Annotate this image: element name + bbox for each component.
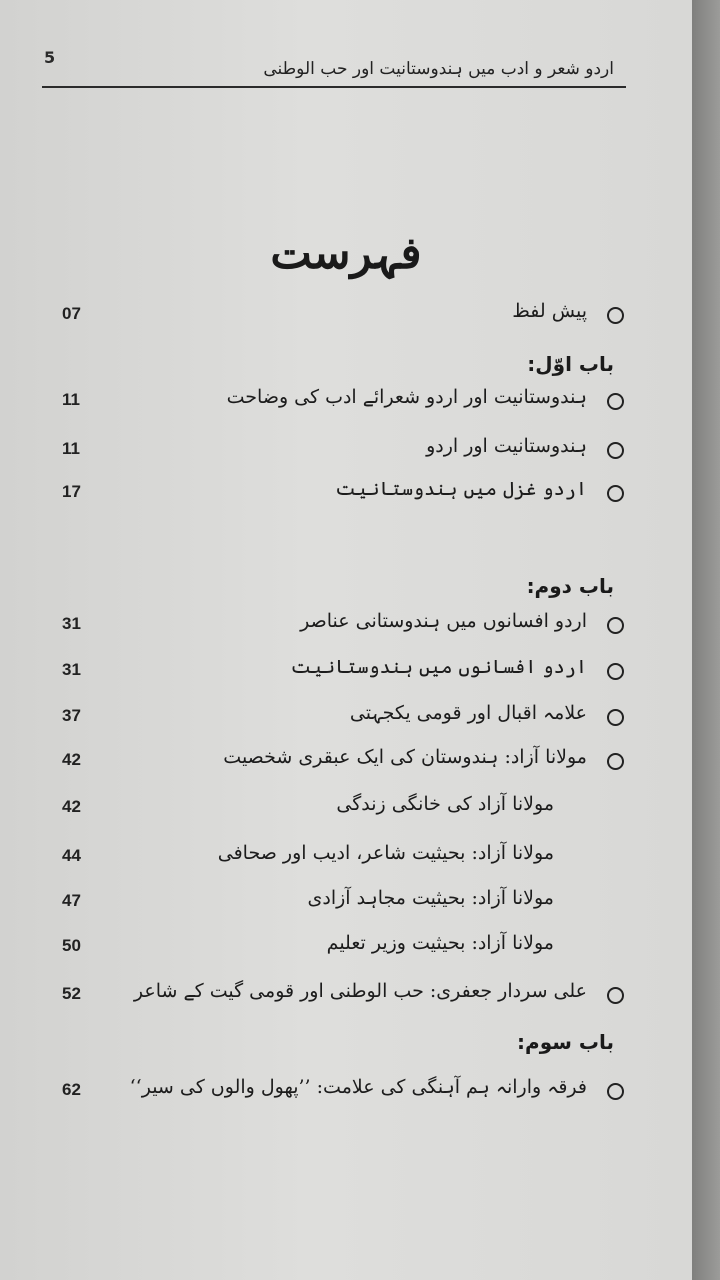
toc-entry-text: مولانا آزاد: ہندوستان کی ایک عبقری شخصیت — [223, 746, 587, 768]
toc-entry — [0, 608, 692, 642]
bullet-circle-icon — [607, 485, 624, 502]
toc-entry-text: فرقہ وارانہ ہم آہنگی کی علامت: ’’پھول والوں کی سیر‘‘ — [129, 1076, 587, 1098]
bullet-circle-icon — [607, 753, 624, 770]
toc-entry — [0, 433, 692, 467]
bullet-circle-icon — [607, 307, 624, 324]
bullet-circle-icon — [607, 987, 624, 1004]
bullet-circle-icon — [607, 393, 624, 410]
toc-entry — [0, 654, 692, 688]
toc-entry-text: علامہ اقبال اور قومی یکجہتی — [349, 702, 587, 724]
bullet-circle-icon — [607, 663, 624, 680]
chapter-heading: باب دوم: — [526, 574, 614, 598]
toc-entry-text: اردو افسانوں میں ہندوستانی عناصر — [300, 610, 587, 632]
bullet-circle-icon — [607, 1083, 624, 1100]
chapter-heading: باب سوم: — [517, 1030, 614, 1054]
toc-entry-page: 11 — [62, 390, 80, 409]
toc-entry — [0, 930, 692, 964]
toc-entry-page: 07 — [62, 304, 81, 323]
toc-entry — [0, 1074, 692, 1108]
toc-entry-text: مولانا آزاد: بحیثیت وزیر تعلیم — [326, 932, 554, 954]
toc-entry-text: پیش لفظ — [512, 300, 587, 322]
toc-entry-text: ہندوستانیت اور اردو شعرائے ادب کی وضاحت — [226, 386, 587, 408]
toc-entry-page: 31 — [62, 614, 81, 633]
toc-entry-text: علی سردار جعفری: حب الوطنی اور قومی گیت کے شاعر — [133, 980, 587, 1002]
toc-entry-page: 62 — [62, 1080, 81, 1099]
toc-entry-page: 17 — [62, 482, 81, 501]
toc-entry-text: اردو غزل میں ہندوستانیت — [335, 478, 587, 500]
toc-entry-page: 11 — [62, 439, 80, 458]
toc-entry-text: مولانا آزاد: بحیثیت مجاہد آزادی — [307, 887, 554, 909]
toc-entry — [0, 885, 692, 919]
toc-entry-page: 47 — [62, 891, 81, 910]
bullet-circle-icon — [607, 442, 624, 459]
toc-entry — [0, 791, 692, 825]
toc-entry — [0, 700, 692, 734]
toc-entry-page: 52 — [62, 984, 81, 1003]
toc-entry-page: 42 — [62, 797, 81, 816]
running-title: اردو شعر و ادب میں ہندوستانیت اور حب الوطنی — [263, 59, 614, 79]
toc-entry — [0, 978, 692, 1012]
toc-entry-page: 31 — [62, 660, 81, 679]
toc-entry-text: مولانا آزاد: بحیثیت شاعر، ادیب اور صحافی — [217, 842, 554, 864]
bullet-circle-icon — [607, 709, 624, 726]
toc-entry — [0, 744, 692, 778]
chapter-heading: باب اوّل: — [527, 352, 614, 376]
toc-entry — [0, 476, 692, 510]
toc-entry — [0, 840, 692, 874]
toc-entry — [0, 384, 692, 418]
page-number: 5 — [44, 48, 56, 67]
header-rule — [42, 86, 626, 88]
toc-entry-page: 42 — [62, 750, 81, 769]
page-edge-shadow — [692, 0, 720, 1280]
toc-entry-text: ہندوستانیت اور اردو — [426, 435, 587, 457]
toc-title: فہرست — [270, 228, 422, 279]
bullet-circle-icon — [607, 617, 624, 634]
toc-entry-page: 50 — [62, 936, 81, 955]
toc-entry — [0, 298, 692, 332]
toc-entry-page: 44 — [62, 846, 81, 865]
toc-entry-text: اردو افسانوں میں ہندوستانیت — [290, 656, 587, 678]
toc-entry-page: 37 — [62, 706, 81, 725]
toc-entry-text: مولانا آزاد کی خانگی زندگی — [336, 793, 554, 815]
